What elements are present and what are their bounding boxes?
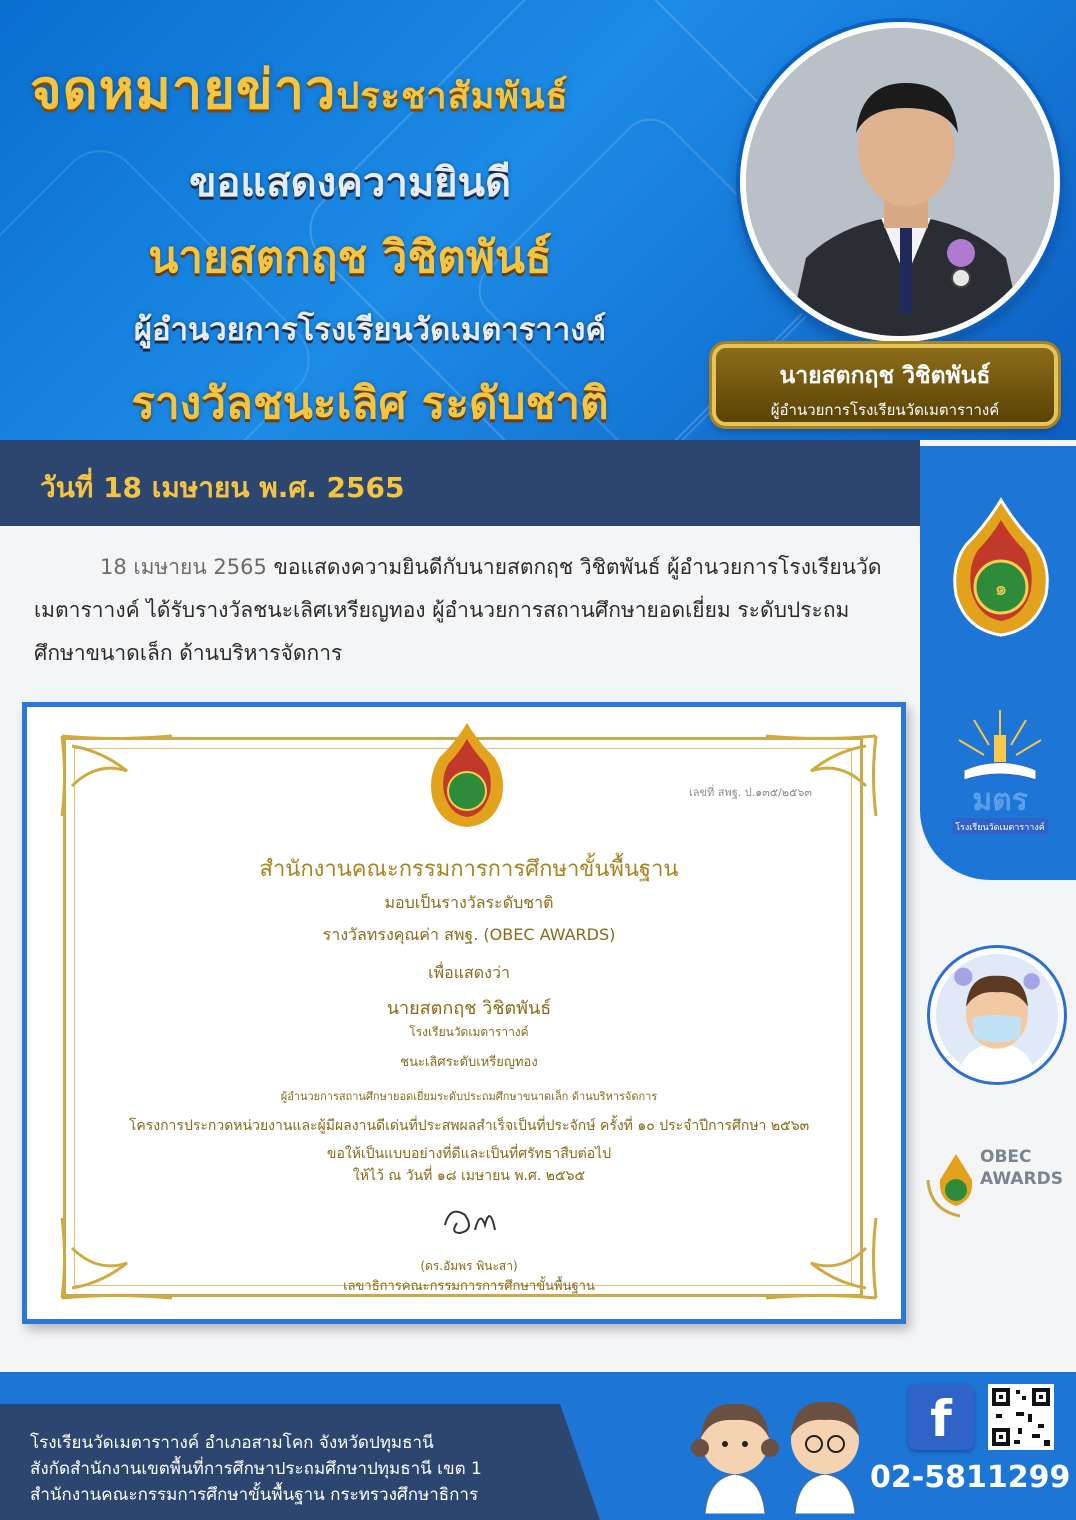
- honoree-name: นายสตกฤช วิชิตพันธ์: [148, 232, 552, 283]
- award-title: รางวัลชนะเลิศ ระดับชาติ: [131, 378, 609, 429]
- newsletter-title-big: จดหมายข่าว: [30, 58, 337, 121]
- newsletter-title-small: ประชาสัมพันธ์: [336, 76, 569, 117]
- certificate-level: ชนะเลิศระดับเหรียญทอง: [400, 1055, 538, 1070]
- school-logo-icon: [944, 700, 1056, 840]
- nameplate-name: นายสตกฤช วิชิตพันธ์: [779, 363, 991, 389]
- certificate-number: เลขที่ สพฐ. ป.๑๓๕/๒๕๖๓: [689, 786, 812, 799]
- honoree-position: ผู้อำนวยการโรงเรียนวัดเมตาราางค์: [133, 312, 607, 348]
- article-lead-date: 18 เมษายน 2565: [100, 555, 267, 579]
- newsletter-title: [30, 46, 569, 132]
- portrait-photo: [740, 22, 1060, 342]
- qr-code-icon[interactable]: [988, 1384, 1054, 1450]
- person-portrait-icon: [746, 28, 1060, 342]
- obec-emblem-icon: [946, 495, 1056, 640]
- obec-line2: AWARDS: [980, 1169, 1063, 1189]
- masked-child-icon: [936, 954, 1058, 1076]
- ornament-corner-icon: [57, 731, 177, 821]
- certificate-wish: ขอให้เป็นแบบอย่างที่ดีและเป็นที่ศรัทธาสืบต่อไป: [326, 1146, 612, 1162]
- certificate-award-name: รางวัลทรงคุณค่า สพฐ. (OBEC AWARDS): [322, 925, 616, 944]
- date-bar: [0, 440, 920, 526]
- ornament-corner-icon: [761, 731, 881, 821]
- certificate-org: สำนักงานคณะกรรมการการศึกษาขั้นพื้นฐาน: [259, 857, 679, 882]
- certificate-signer: (ดร.อัมพร พินะสา): [420, 1259, 518, 1273]
- svg-text:มตร: มตร: [972, 783, 1028, 818]
- svg-text:๑: ๑: [994, 576, 1008, 600]
- certificate-seal-icon: [425, 719, 509, 831]
- footer-line3: สำนักงานคณะกรรมการศึกษาขั้นพื้นฐาน กระทรวงศึกษาธิการ: [30, 1485, 479, 1505]
- nameplate-position: ผู้อำนวยการโรงเรียนวัดเมตาราางค์: [770, 401, 1000, 419]
- obec-awards-text: [980, 1146, 1063, 1190]
- footer-line1: โรงเรียนวัดเมตาราางค์ อำเภอสามโคก จังหวัดปทุมธานี: [30, 1433, 434, 1453]
- header-banner: [0, 0, 1076, 440]
- certificate-signer-title: เลขาธิการคณะกรรมการการศึกษาขั้นพื้นฐาน: [343, 1279, 595, 1294]
- nameplate: [712, 344, 1058, 426]
- date-text: วันที่ 18 เมษายน พ.ศ. 2565: [40, 471, 405, 504]
- facebook-icon[interactable]: f: [908, 1384, 974, 1450]
- footer-line2: สังกัดสำนักงานเขตพื้นที่การศึกษาประถมศึกษาปทุมธานี เขต 1: [30, 1459, 482, 1479]
- mask-child-badge: [930, 948, 1064, 1082]
- obec-line1: OBEC: [980, 1147, 1032, 1167]
- certificate-image: [22, 702, 906, 1324]
- footer-address: [30, 1430, 482, 1508]
- signature-icon: [435, 1195, 505, 1245]
- certificate-given: มอบเป็นรางวัลระดับชาติ: [384, 893, 554, 912]
- certificate-school: โรงเรียนวัดเมตาราางค์: [409, 1025, 529, 1039]
- phone-number[interactable]: 02-5811299: [870, 1460, 1071, 1495]
- school-logo-label: โรงเรียนวัดเมตาราางค์: [955, 823, 1045, 833]
- certificate-to-show: เพื่อแสดงว่า: [428, 963, 510, 982]
- article-body: ขอแสดงความยินดีกับนายสตกฤช วิชิตพันธ์ ผู้อำนวยการโรงเรียนวัดเมตาราางค์ ได้รับรางวัลชนะเลิศเหรียญทอง ผู้อำนวยการสถานศึกษายอดเยี่ยม ระดับประถมศึกษาขนาดเล็ก ด้านบริหารจัดการ: [34, 555, 882, 665]
- certificate-recipient: นายสตกฤช วิชิตพันธ์: [386, 998, 552, 1019]
- congrats-heading: ขอแสดงความยินดี: [189, 160, 511, 206]
- certificate-date: ให้ไว้ ณ วันที่ ๑๘ เมษายน พ.ศ. ๒๕๖๕: [352, 1168, 586, 1184]
- article-paragraph: [34, 546, 894, 675]
- certificate-project: โครงการประกวดหน่วยงานและผู้มีผลงานดีเด่นที่ประสพผลสำเร็จเป็นที่ประจักษ์ ครั้งที่ ๑๐ ประจำปีการศึกษา ๒๕๖๓: [128, 1118, 810, 1134]
- certificate-category: ผู้อำนวยการสถานศึกษายอดเยี่ยมระดับประถมศึกษาขนาดเล็ก ด้านบริหารจัดการ: [280, 1090, 658, 1103]
- student-mascots-icon: [690, 1378, 870, 1514]
